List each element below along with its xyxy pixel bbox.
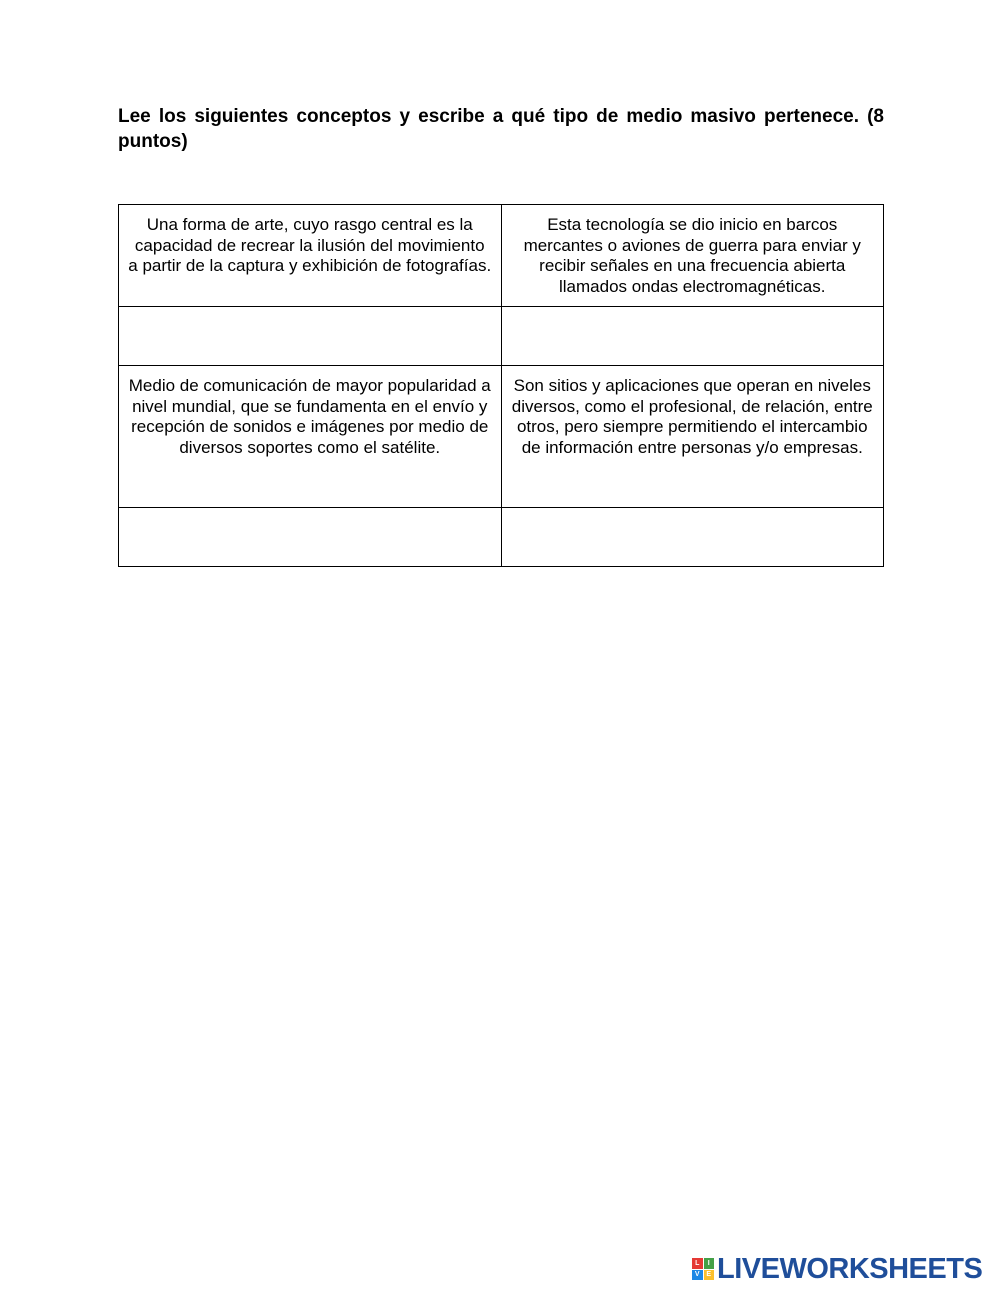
table-row — [119, 366, 884, 508]
concept-cell-3: Medio de comunicación de mayor popularidad a nivel mundial, que se fundamenta en el envío y recepción de sonidos e imágenes por medio de diversos soportes como el satélite. — [119, 366, 502, 508]
brand-name: LIVEWORKSHEETS — [717, 1252, 983, 1285]
answer-cell-3 — [119, 508, 502, 567]
answer-input-3[interactable] — [119, 508, 501, 566]
table-row — [119, 205, 884, 307]
liveworksheets-logo-icon — [692, 1258, 714, 1280]
logo-tile: E — [704, 1270, 715, 1281]
concept-cell-4: Son sitios y aplicaciones que operan en niveles diversos, como el profesional, de relación, entre otros, pero siempre permitiendo el intercambio de información entre personas y/o empresas. — [501, 366, 884, 508]
answer-cell-2 — [501, 307, 884, 366]
concepts-table — [118, 204, 884, 567]
answer-input-2[interactable] — [502, 307, 884, 365]
answer-input-4[interactable] — [502, 508, 884, 566]
answer-cell-1 — [119, 307, 502, 366]
table-row — [119, 508, 884, 567]
concept-cell-2: Esta tecnología se dio inicio en barcos mercantes o aviones de guerra para enviar y recibir señales en una frecuencia abierta llamados ondas electromagnéticas. — [501, 205, 884, 307]
table-row — [119, 307, 884, 366]
liveworksheets-brand — [692, 1252, 983, 1285]
concept-cell-1: Una forma de arte, cuyo rasgo central es la capacidad de recrear la ilusión del movimiento a partir de la captura y exhibición de fotografías. — [119, 205, 502, 307]
answer-input-1[interactable] — [119, 307, 501, 365]
instruction-heading: Lee los siguientes conceptos y escribe a qué tipo de medio masivo pertenece. (8 puntos) — [118, 106, 884, 152]
answer-cell-4 — [501, 508, 884, 567]
logo-tile: L — [692, 1258, 703, 1269]
logo-tile: I — [704, 1258, 715, 1269]
logo-tile: V — [692, 1270, 703, 1281]
